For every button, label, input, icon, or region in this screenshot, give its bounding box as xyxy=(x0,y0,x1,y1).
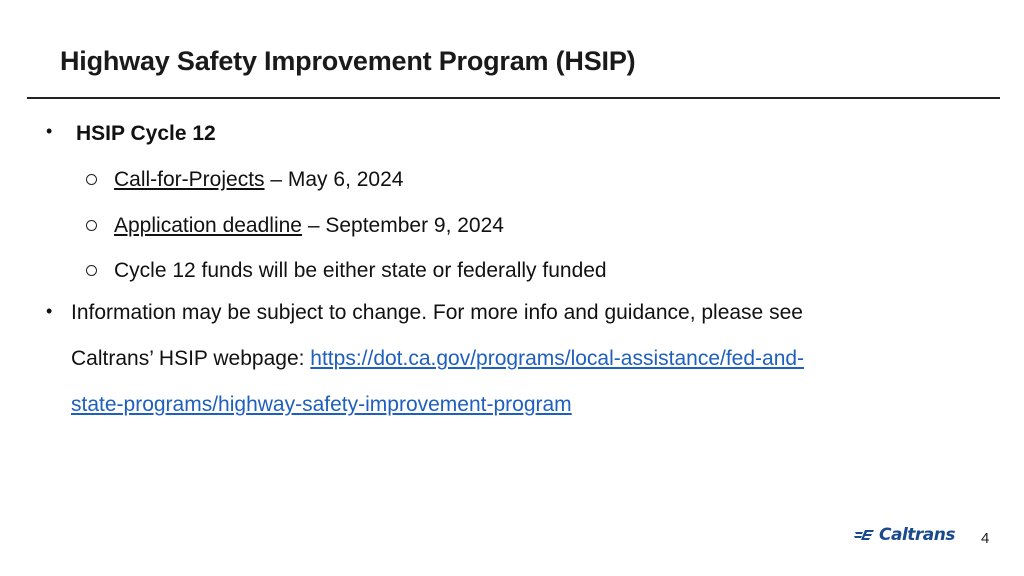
sub-bullet-circle xyxy=(86,174,97,185)
call-for-projects-date: – May 6, 2024 xyxy=(264,168,404,191)
application-deadline-date: – September 9, 2024 xyxy=(301,214,504,237)
bullet-info-line1: Information may be subject to change. For more info and guidance, please see xyxy=(71,301,803,324)
bullet-dot: • xyxy=(46,301,53,321)
webpage-prefix: Caltrans’ HSIP webpage: xyxy=(71,347,311,370)
page-number: 4 xyxy=(981,530,990,547)
bullet-info-line3 xyxy=(71,393,572,417)
sub-bullet-funding: Cycle 12 funds will be either state or federally funded xyxy=(114,259,607,282)
bullet-hsip-cycle-12: HSIP Cycle 12 xyxy=(76,122,216,145)
call-for-projects-label: Call-for-Projects xyxy=(114,168,265,191)
sub-bullet-circle xyxy=(86,220,97,231)
title-divider xyxy=(27,97,1000,99)
hsip-webpage-link[interactable]: https://dot.ca.gov/programs/local-assistance/fed-and- xyxy=(310,347,805,370)
bullet-info-line2 xyxy=(71,347,804,371)
caltrans-logo-icon xyxy=(854,528,876,542)
bullet-dot: • xyxy=(46,121,53,141)
slide-title: Highway Safety Improvement Program (HSIP) xyxy=(60,46,636,76)
caltrans-logo-text: Caltrans xyxy=(879,525,955,545)
hsip-webpage-link-continued[interactable]: state-programs/highway-safety-improvement-program xyxy=(71,393,572,416)
sub-bullet-circle xyxy=(86,265,97,276)
sub-bullet-call-for-projects xyxy=(114,168,403,192)
sub-bullet-application-deadline xyxy=(114,214,504,238)
caltrans-logo xyxy=(854,526,955,544)
application-deadline-label: Application deadline xyxy=(114,214,302,237)
